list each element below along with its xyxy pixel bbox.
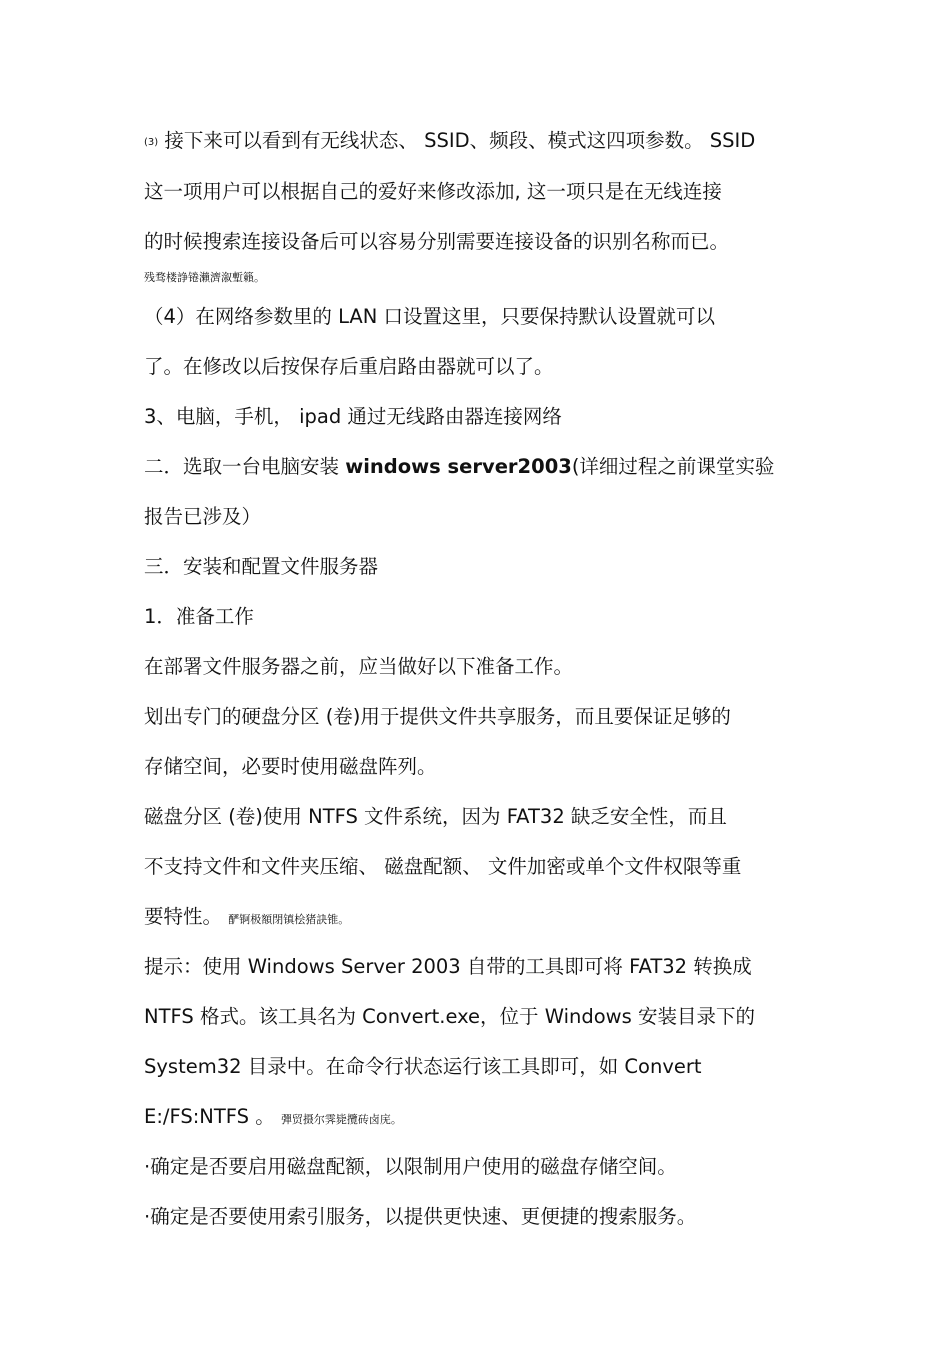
line-text: System32 目录中。在命令行状态运行该工具即可，如 Convert bbox=[144, 1055, 702, 1078]
tip-line-1 bbox=[144, 954, 752, 980]
paragraph-line-16 bbox=[144, 904, 349, 930]
garbled-note-2: 酽锕极額閉镇桧猪訣锥。 bbox=[228, 913, 350, 926]
line-text: 不支持文件和文件夹压缩、 磁盘配额、 文件加密或单个文件权限等重 bbox=[144, 855, 742, 878]
garbled-note-3: 彈贸摄尔霁毙攬砖卤庑。 bbox=[280, 1113, 402, 1126]
bullet-item-1 bbox=[144, 1154, 677, 1180]
bullet-item-2 bbox=[144, 1204, 696, 1230]
line-text: 接下来可以看到有无线状态、 SSID、频段、模式这四项参数。 SSID bbox=[164, 129, 756, 152]
line-text: 要特性。 bbox=[144, 905, 223, 928]
tip-line-4 bbox=[144, 1104, 402, 1130]
line-text: ·确定是否要启用磁盘配额，以限制用户使用的磁盘存储空间。 bbox=[144, 1155, 677, 1178]
line-text: ·确定是否要使用索引服务，以提供更快速、更便捷的搜索服务。 bbox=[144, 1205, 697, 1228]
line-text: 3、电脑，手机， ipad 通过无线路由器连接网络 bbox=[144, 405, 562, 428]
paragraph-line-5 bbox=[144, 354, 554, 380]
line-text: 存储空间，必要时使用磁盘阵列。 bbox=[144, 755, 437, 778]
line-text: NTFS 格式。该工具名为 Convert.exe，位于 Windows 安装目录下的 bbox=[144, 1005, 755, 1028]
line-text: 的时候搜索连接设备后可以容易分别需要连接设备的识别名称而已。 bbox=[144, 230, 730, 253]
paragraph-line-3 bbox=[144, 229, 729, 255]
paragraph-line-8 bbox=[144, 504, 261, 530]
paragraph-line-2 bbox=[144, 179, 722, 205]
note-text: 残骛楼諍锩瀨濟溆塹籟。 bbox=[144, 271, 265, 284]
paragraph-line-6 bbox=[144, 404, 562, 430]
line-text: 磁盘分区 (卷)使用 NTFS 文件系统，因为 FAT32 缺乏安全性，而且 bbox=[144, 805, 727, 828]
garbled-note-1 bbox=[144, 271, 265, 285]
line-text: 划出专门的硬盘分区 (卷)用于提供文件共享服务，而且要保证足够的 bbox=[144, 705, 731, 728]
line-text: 这一项用户可以根据自己的爱好来修改添加, 这一项只是在无线连接 bbox=[144, 180, 722, 203]
tip-line-3 bbox=[144, 1054, 702, 1080]
line-text: 在部署文件服务器之前，应当做好以下准备工作。 bbox=[144, 655, 574, 678]
paragraph-line-13 bbox=[144, 754, 437, 780]
line-text: 三．安装和配置文件服务器 bbox=[144, 555, 379, 578]
line-text: E:/FS:NTFS 。 bbox=[144, 1105, 275, 1128]
section-heading-3 bbox=[144, 554, 378, 580]
subsection-heading-1 bbox=[144, 604, 254, 630]
paragraph-line-14 bbox=[144, 804, 727, 830]
item-marker: (3) bbox=[144, 137, 159, 148]
paragraph-line-4 bbox=[144, 304, 715, 330]
heading-prefix: 二．选取一台电脑安装 bbox=[144, 455, 346, 478]
paragraph-line-11 bbox=[144, 654, 573, 680]
line-text: （4）在网络参数里的 LAN 口设置这里，只要保持默认设置就可以 bbox=[144, 305, 716, 328]
heading-bold-term: windows server2003 bbox=[345, 455, 572, 478]
line-text: 提示：使用 Windows Server 2003 自带的工具即可将 FAT32 转换成 bbox=[144, 955, 752, 978]
tip-line-2 bbox=[144, 1004, 755, 1030]
line-text: 1．准备工作 bbox=[144, 605, 254, 628]
line-text: 报告已涉及） bbox=[144, 505, 262, 528]
paragraph-line-15 bbox=[144, 854, 741, 880]
paragraph-line-1 bbox=[144, 128, 755, 156]
paragraph-line-12 bbox=[144, 704, 731, 730]
section-heading-2 bbox=[144, 454, 774, 480]
line-text: 了。在修改以后按保存后重启路由器就可以了。 bbox=[144, 355, 554, 378]
heading-suffix: (详细过程之前课堂实验 bbox=[571, 455, 775, 478]
